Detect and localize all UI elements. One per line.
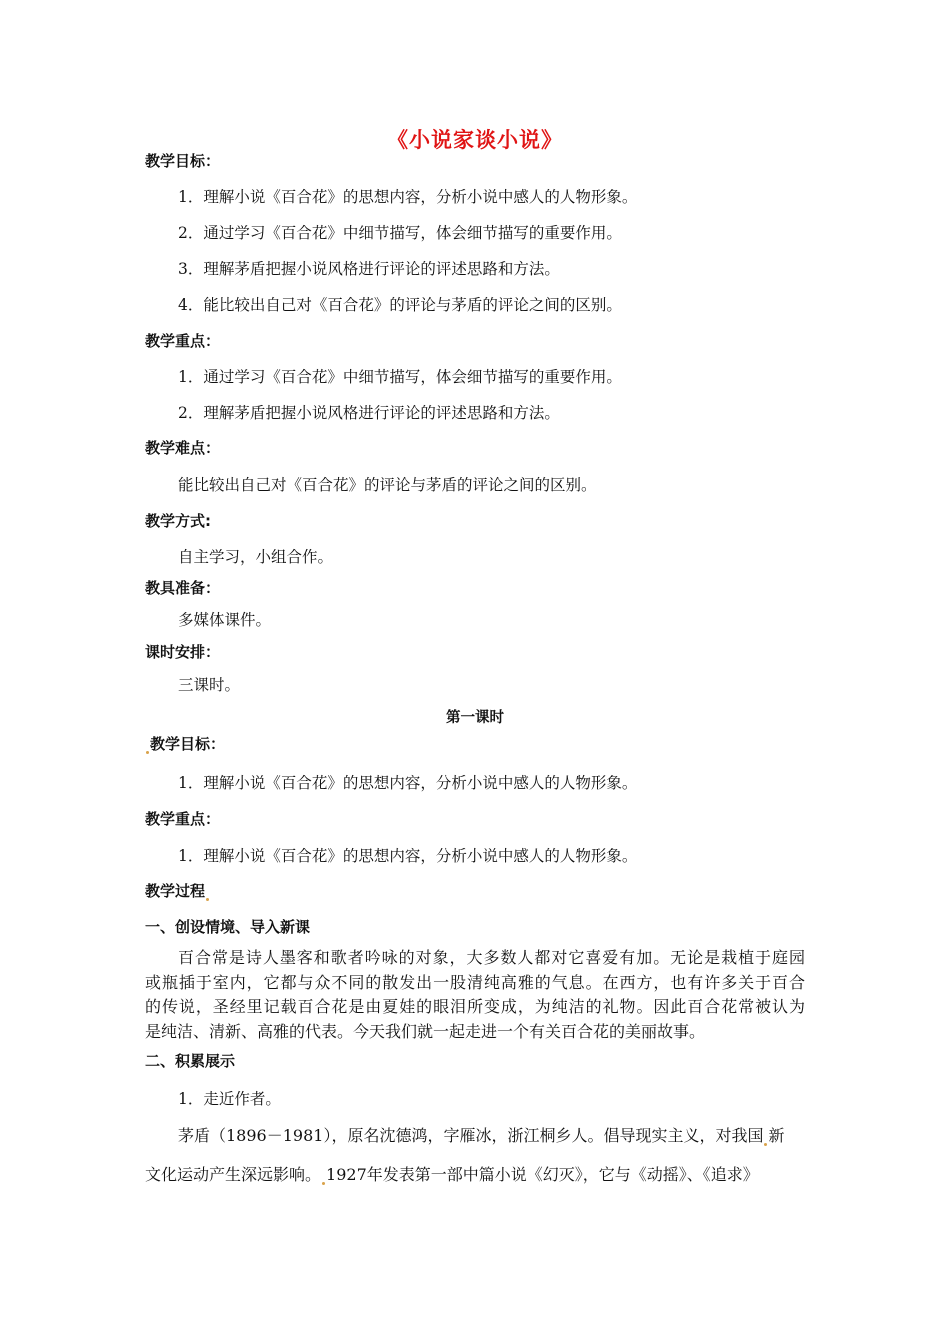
- heading-key-points: 教学重点：: [145, 332, 221, 350]
- lesson-one-goals-heading: [145, 733, 225, 754]
- goal-item: 2．通过学习《百合花》中细节描写，体会细节描写的重要作用。: [178, 224, 622, 242]
- heading-process: [145, 880, 210, 901]
- author-line-1-tail: 新: [768, 1126, 785, 1145]
- lesson-one-key-heading: 教学重点：: [145, 810, 221, 828]
- schedule-text: 三课时。: [178, 676, 241, 694]
- heading-schedule: 课时安排：: [145, 643, 221, 661]
- document-title: 《小说家谈小说》: [387, 128, 563, 152]
- lesson-one-goal-item: 1．理解小说《百合花》的思想内容，分析小说中感人的人物形象。: [178, 774, 638, 792]
- heading-teaching-goals: 教学目标：: [145, 152, 221, 170]
- marker-dot: [764, 1143, 767, 1146]
- marker-dot: [146, 751, 149, 754]
- heading-tools: 教具准备：: [145, 579, 221, 597]
- author-line-2-part: 1927年发表第一部中篇小说《幻灭》，它与《动摇》、《追求》: [326, 1165, 759, 1184]
- intro-line: 是纯洁、清新、高雅的代表。今天我们就一起走进一个有关百合花的美丽故事。: [145, 1021, 706, 1041]
- key-point-item: 2．理解茅盾把握小说风格进行评论的评述思路和方法。: [178, 404, 560, 422]
- goal-item: 1．理解小说《百合花》的思想内容，分析小说中感人的人物形象。: [178, 188, 638, 206]
- author-line-2-part: 文化运: [145, 1165, 194, 1184]
- lesson-one-goals-label: 教学目标：: [150, 735, 226, 753]
- method-text: 自主学习，小组合作。: [178, 548, 334, 566]
- lesson-one-key-item: 1．理解小说《百合花》的思想内容，分析小说中感人的人物形象。: [178, 847, 638, 865]
- goal-item: 4．能比较出自己对《百合花》的评论与茅盾的评论之间的区别。: [178, 296, 622, 314]
- intro-paragraph: [145, 946, 805, 1044]
- tools-text: 多媒体课件。: [178, 611, 272, 629]
- author-line-1-text: 茅盾（1896－1981），原名沈德鸿，字雁冰，浙江桐乡人。倡导现实主义，对我国: [178, 1126, 764, 1145]
- heading-method: 教学方式:: [145, 512, 211, 530]
- intro-line: 的传说，圣经里记载百合花是由夏娃的眼泪所变成，为纯洁的礼物。因此百合花常被认为: [145, 997, 805, 1016]
- process-label: 教学过程: [145, 882, 206, 900]
- author-item-heading: 1．走近作者。: [178, 1090, 281, 1108]
- section-two-heading: 二、积累展示: [145, 1052, 236, 1070]
- marker-dot: [206, 898, 209, 901]
- author-line-1: [178, 1123, 784, 1146]
- author-line-2: [145, 1162, 759, 1185]
- intro-line: 百合常是诗人墨客和歌者吟咏的对象，大多数人都对它喜爱有加。无论是栽植于庭园: [178, 948, 805, 967]
- author-line-2-part: 动产生深远影响。: [193, 1165, 322, 1184]
- marker-dot: [322, 1182, 325, 1185]
- difficulty-text: 能比较出自己对《百合花》的评论与茅盾的评论之间的区别。: [178, 476, 597, 494]
- heading-difficulty: 教学难点：: [145, 439, 221, 457]
- lesson-one-heading: 第一课时: [446, 710, 504, 726]
- section-one-heading: 一、创设情境、导入新课: [145, 918, 311, 936]
- intro-line: 或瓶插于室内，它都与众不同的散发出一股清纯高雅的气息。在西方，也有许多关于百合: [145, 972, 805, 992]
- goal-item: 3．理解茅盾把握小说风格进行评论的评述思路和方法。: [178, 260, 560, 278]
- key-point-item: 1．通过学习《百合花》中细节描写，体会细节描写的重要作用。: [178, 368, 622, 386]
